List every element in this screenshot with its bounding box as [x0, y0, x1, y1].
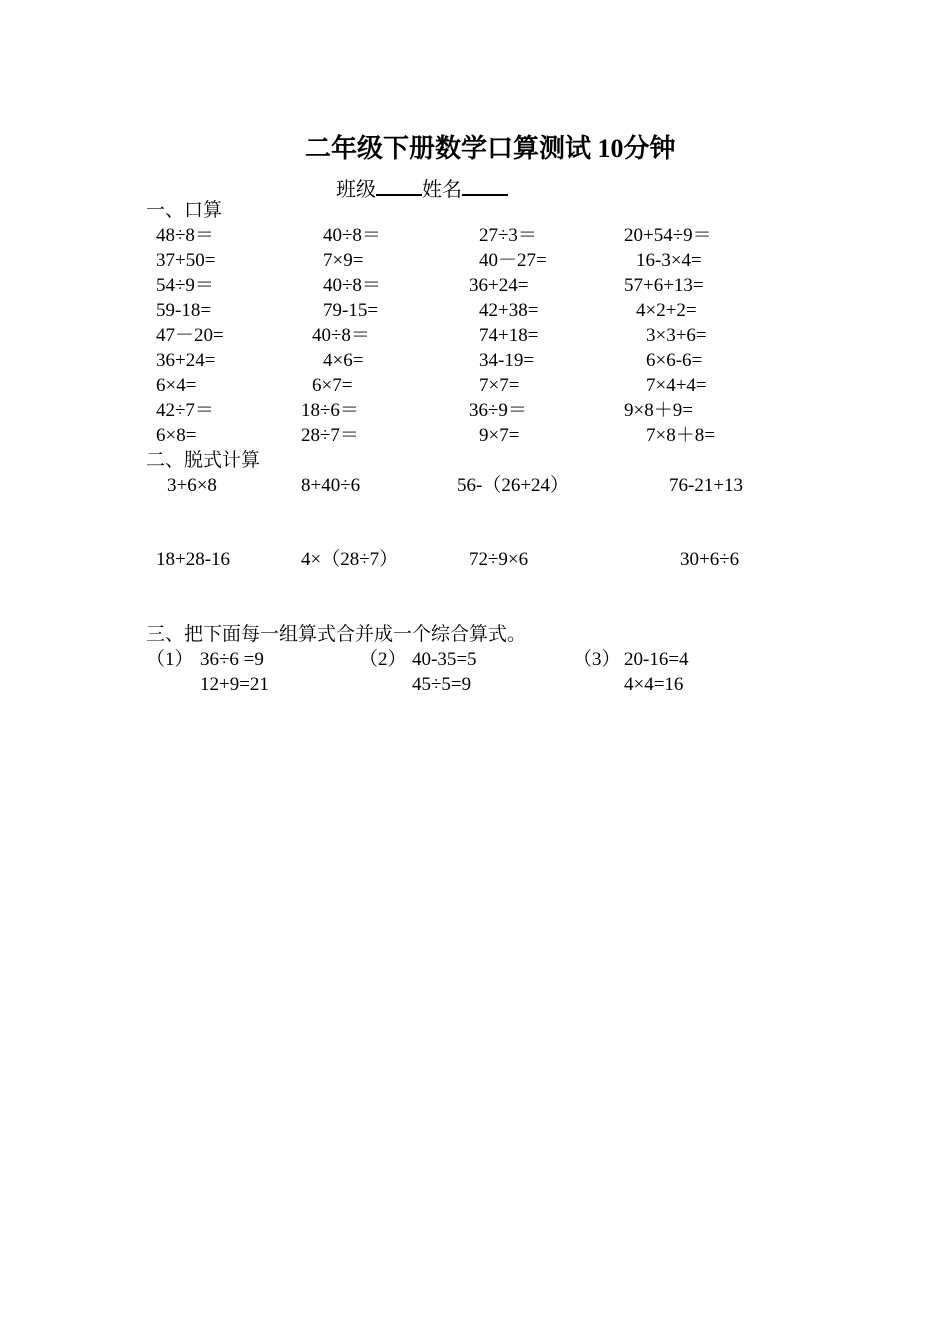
section3-heading: 三、把下面每一组算式合并成一个综合算式。: [146, 624, 527, 645]
section2-heading: 二、脱式计算: [146, 450, 261, 471]
step-problem: 18+28-16: [156, 549, 231, 570]
oral-problem: 57+6+13=: [624, 275, 704, 296]
oral-problem: 36÷9＝: [469, 400, 527, 421]
oral-problem: 9×7=: [479, 425, 520, 446]
page-title: 二年级下册数学口算测试 10分钟: [305, 134, 676, 163]
oral-problem: 40÷8＝: [312, 325, 370, 346]
oral-problem: 42+38=: [479, 300, 539, 321]
oral-problem: 54÷9＝: [156, 275, 214, 296]
step-problem: 56-（26+24）: [457, 475, 570, 496]
oral-problem: 20+54÷9＝: [624, 225, 712, 246]
oral-problem: 37+50=: [156, 250, 216, 271]
oral-problem: 6×8=: [156, 425, 197, 446]
class-blank: [376, 176, 422, 196]
oral-problem: 34-19=: [479, 350, 535, 371]
step-problem: 30+6÷6: [680, 549, 740, 570]
oral-problem: 3×3+6=: [646, 325, 707, 346]
step-problem: 72÷9×6: [469, 549, 529, 570]
student-info-line: [336, 176, 508, 202]
step-problem: 4×（28÷7）: [301, 549, 399, 570]
oral-problem: 6×4=: [156, 375, 197, 396]
group-label: （1）: [146, 649, 194, 670]
group-equation: 12+9=21: [200, 674, 269, 695]
oral-problem: 48÷8＝: [156, 225, 214, 246]
oral-problem: 40÷8＝: [323, 225, 381, 246]
oral-problem: 40÷8＝: [323, 275, 381, 296]
step-problem: 3+6×8: [167, 475, 217, 496]
oral-problem: 7×9=: [323, 250, 364, 271]
oral-problem: 36+24=: [156, 350, 216, 371]
oral-problem: 28÷7＝: [301, 425, 359, 446]
oral-problem: 18÷6＝: [301, 400, 359, 421]
oral-problem: 36+24=: [469, 275, 529, 296]
name-blank: [462, 176, 508, 196]
section1-heading: 一、口算: [146, 200, 223, 221]
group-equation: 4×4=16: [624, 674, 684, 695]
oral-problem: 7×4+4=: [646, 375, 707, 396]
oral-problem: 6×7=: [312, 375, 353, 396]
group-equation: 20-16=4: [624, 649, 689, 670]
oral-problem: 27÷3＝: [479, 225, 537, 246]
oral-problem: 59-18=: [156, 300, 212, 321]
oral-problem: 6×6-6=: [646, 350, 703, 371]
oral-problem: 79-15=: [323, 300, 379, 321]
step-problem: 8+40÷6: [301, 475, 361, 496]
oral-problem: 16-3×4=: [636, 250, 702, 271]
class-label: 班级: [336, 179, 376, 201]
step-problem: 76-21+13: [669, 475, 744, 496]
oral-problem: 47－20=: [156, 325, 224, 346]
group-label: （3）: [573, 649, 621, 670]
name-label: 姓名: [422, 179, 462, 201]
oral-problem: 74+18=: [479, 325, 539, 346]
oral-problem: 7×7=: [479, 375, 520, 396]
group-equation: 36÷6 =9: [200, 649, 264, 670]
oral-problem: 42÷7＝: [156, 400, 214, 421]
oral-problem: 4×6=: [323, 350, 364, 371]
group-equation: 40-35=5: [412, 649, 477, 670]
group-label: （2）: [359, 649, 407, 670]
oral-problem: 4×2+2=: [636, 300, 697, 321]
oral-problem: 40－27=: [479, 250, 547, 271]
oral-problem: 7×8＋8=: [646, 425, 715, 446]
group-equation: 45÷5=9: [412, 674, 472, 695]
oral-problem: 9×8＋9=: [624, 400, 693, 421]
